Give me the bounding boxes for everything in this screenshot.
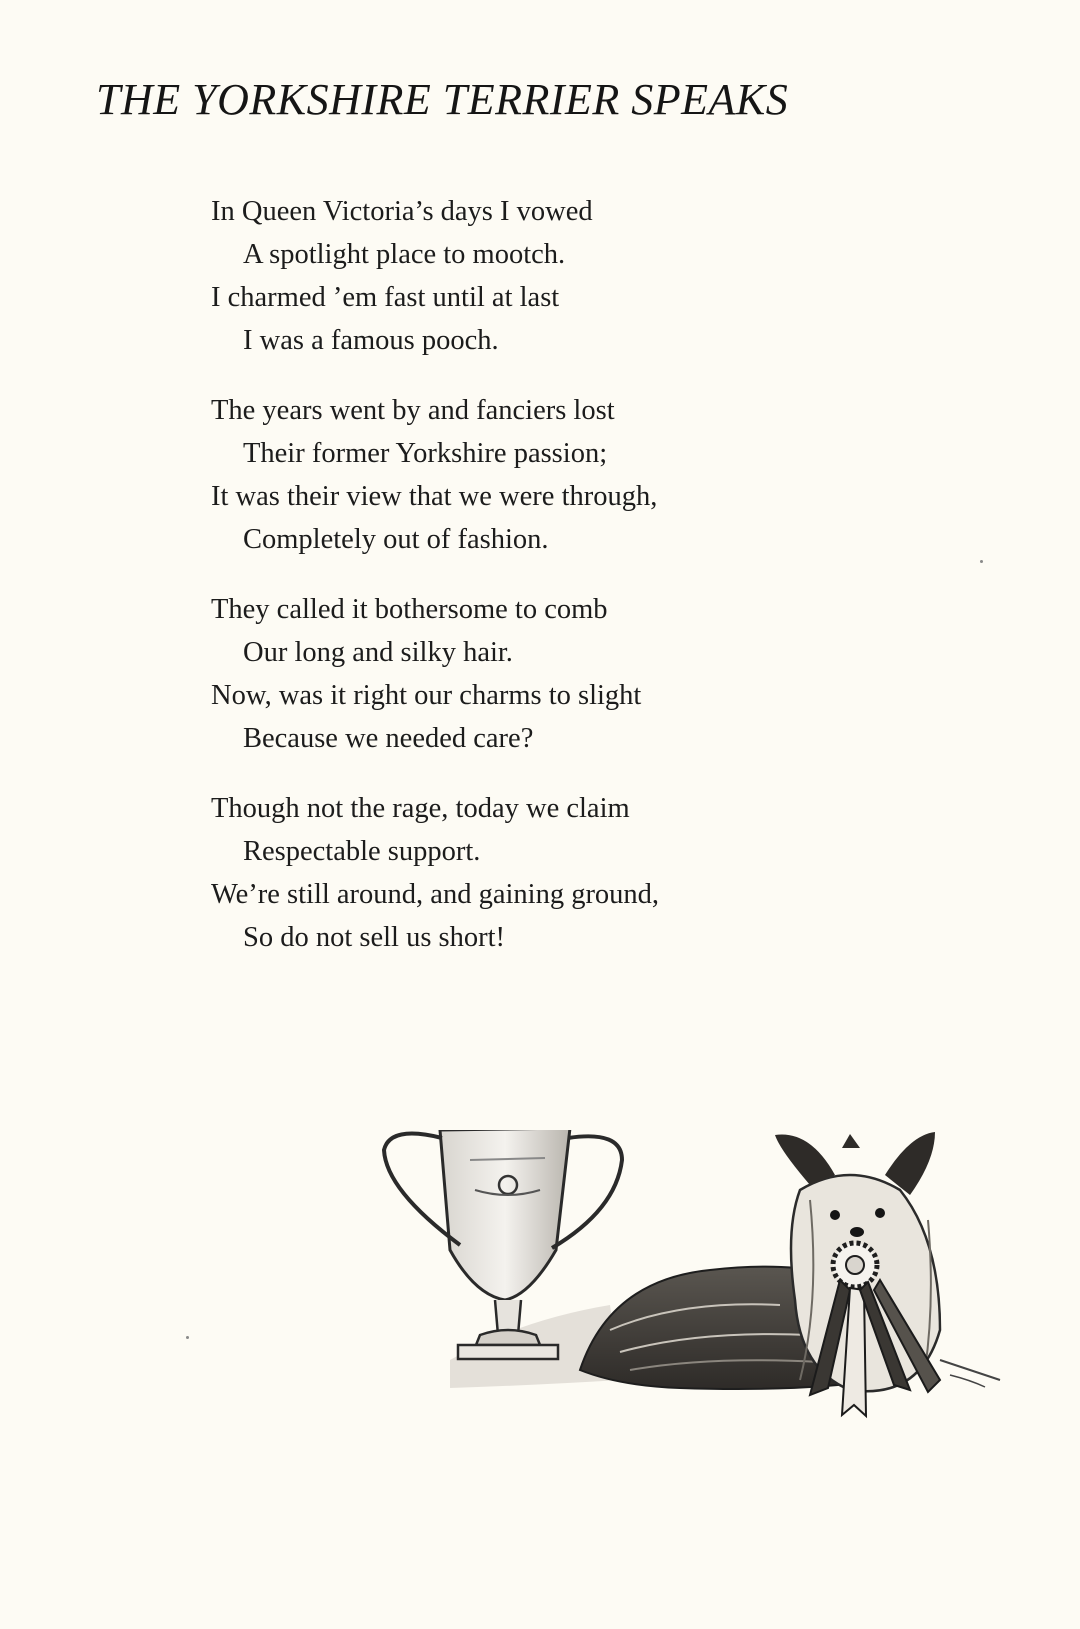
poem-line: Their former Yorkshire passion; <box>243 438 608 469</box>
poem-line: I was a famous pooch. <box>243 325 499 356</box>
stanza <box>211 588 971 760</box>
stanza <box>211 787 971 959</box>
poem-line: The years went by and fanciers lost <box>211 395 615 426</box>
trophy-and-terrier-illustration <box>380 1130 1040 1490</box>
poem-line: Completely out of fashion. <box>243 524 549 555</box>
poem-title: THE YORKSHIRE TERRIER SPEAKS <box>96 75 789 124</box>
poem-line: We’re still around, and gaining ground, <box>211 879 660 910</box>
poem-line: Though not the rage, today we claim <box>211 793 630 824</box>
poem-line: Respectable support. <box>243 836 481 867</box>
poem-line: In Queen Victoria’s days I vowed <box>211 196 593 227</box>
stanza <box>211 389 971 561</box>
stanza <box>211 190 971 362</box>
poem-line: I charmed ’em fast until at last <box>211 282 560 313</box>
poem-line: Because we needed care? <box>243 723 534 754</box>
poem-line: So do not sell us short! <box>243 922 506 953</box>
poem-line: Now, was it right our charms to slight <box>211 680 642 711</box>
poem-line: Our long and silky hair. <box>243 637 513 668</box>
poem-line: They called it bothersome to comb <box>211 594 608 625</box>
poem-line: A spotlight place to mootch. <box>243 239 566 270</box>
yorkshire-terrier <box>580 1132 940 1416</box>
poem-body <box>211 190 971 986</box>
paper-speck <box>980 560 983 563</box>
paper-speck <box>186 1336 189 1339</box>
poem-line: It was their view that we were through, <box>211 481 658 512</box>
